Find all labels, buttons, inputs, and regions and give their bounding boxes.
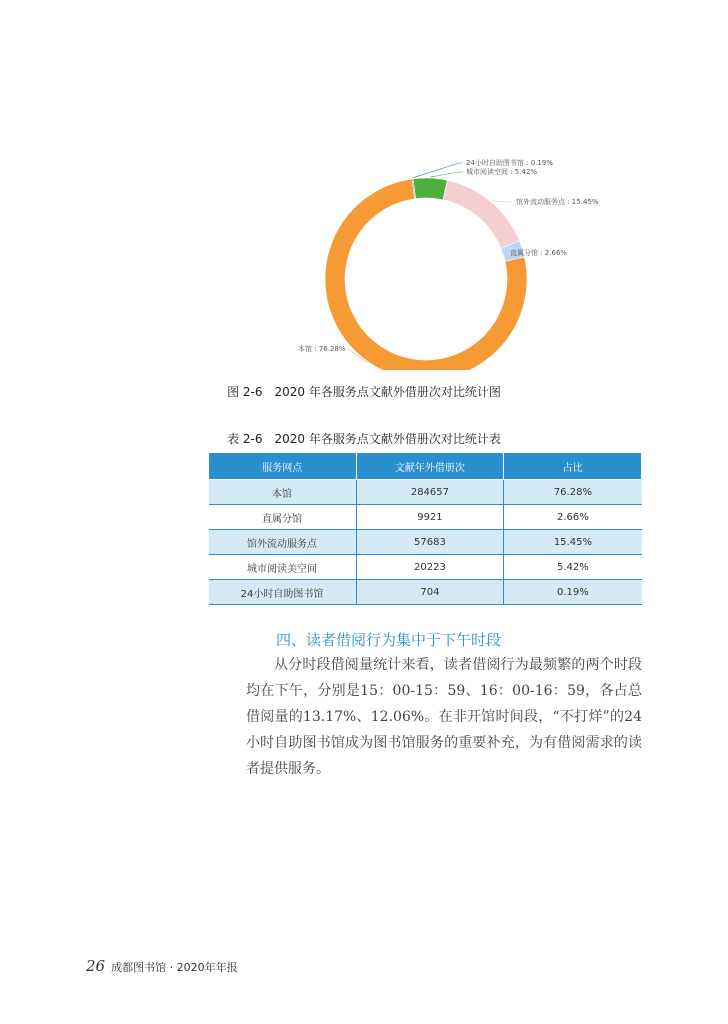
donut-slice (443, 180, 519, 248)
table-header-cell: 文献年外借册次 (356, 453, 504, 480)
figure-caption (0, 383, 728, 400)
table-cell: 704 (356, 580, 504, 605)
body-paragraph: 从分时段借阅量统计来看，读者借阅行为最频繁的两个时段均在下午，分别是15：00-15：59、16：00-16：59，各占总借阅量的13.17%、12.06%。在非开馆时间段，“不打烊”的24小时自助图书馆成为图书馆服务的重要补充，为有借阅需求的读者提供服务。 (246, 657, 642, 777)
slice-label: 本馆 : 76.28% (298, 345, 346, 353)
table-cell: 57683 (356, 530, 504, 555)
table-cell: 2.66% (504, 505, 642, 530)
figure-number: 图 2-6 (227, 385, 263, 399)
footer-text: 成都图书馆 · 2020年年报 (111, 961, 238, 974)
table-caption (0, 430, 728, 447)
table-cell: 馆外流动服务点 (209, 530, 357, 555)
table-cell: 24小时自助图书馆 (209, 580, 357, 605)
page-footer (86, 957, 238, 975)
table-row (209, 580, 642, 605)
donut-chart (290, 150, 610, 370)
figure-title: 2020 年各服务点文献外借册次对比统计图 (274, 385, 501, 399)
loan-stats-table (208, 452, 642, 605)
table-row (209, 530, 642, 555)
callout-line (492, 201, 512, 202)
slice-label: 城市阅读空间 : 5.42% (466, 168, 538, 176)
table-cell: 城市阅读美空间 (209, 555, 357, 580)
table-header-row (209, 453, 642, 480)
table-row (209, 505, 642, 530)
table-header-cell: 服务网点 (209, 453, 357, 480)
table-cell: 本馆 (209, 480, 357, 505)
table-cell: 15.45% (504, 530, 642, 555)
slice-label: 直属分馆 : 2.66% (510, 249, 568, 257)
table-header-cell: 占比 (504, 453, 642, 480)
table-title: 2020 年各服务点文献外借册次对比统计表 (274, 432, 501, 446)
slice-label: 24小时自助图书馆 : 0.19% (466, 159, 553, 167)
donut-chart-svg (290, 150, 610, 370)
table-cell: 0.19% (504, 580, 642, 605)
table-row (209, 555, 642, 580)
donut-slice (413, 178, 447, 200)
table-cell: 9921 (356, 505, 504, 530)
table-cell: 76.28% (504, 480, 642, 505)
table-cell: 5.42% (504, 555, 642, 580)
slice-label: 馆外流动服务点 : 15.45% (516, 198, 599, 206)
table-cell: 284657 (356, 480, 504, 505)
table-cell: 直属分馆 (209, 505, 357, 530)
page-number: 26 (86, 957, 106, 975)
table-row (209, 480, 642, 505)
table-cell: 20223 (356, 555, 504, 580)
section-heading: 四、读者借阅行为集中于下午时段 (276, 631, 502, 649)
table-number: 表 2-6 (227, 432, 263, 446)
callout-line (430, 172, 463, 177)
